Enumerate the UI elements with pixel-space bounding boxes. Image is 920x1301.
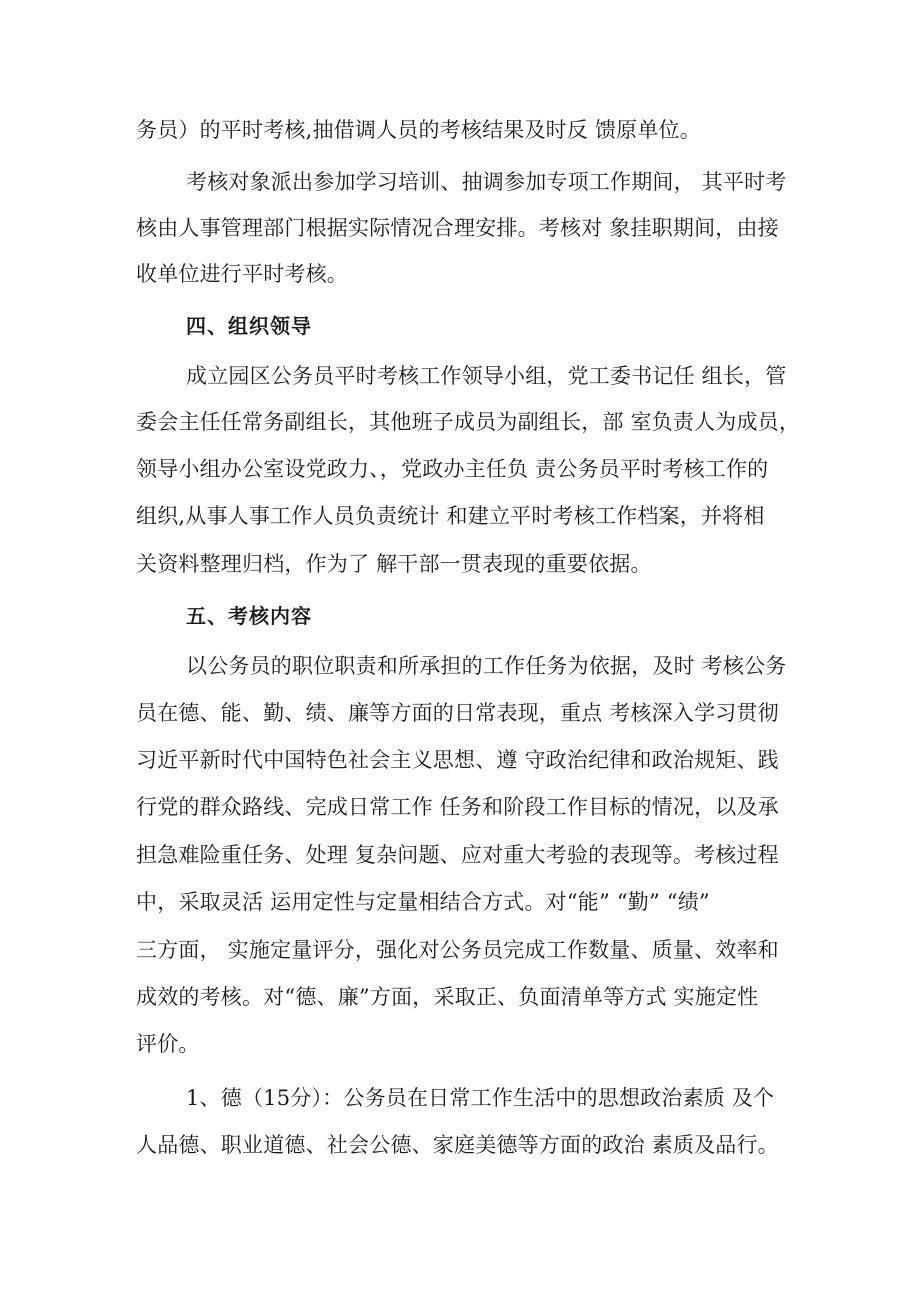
text-line: 三方面， 实施定量评分，强化对公务员完成工作数量、质量、效率和 bbox=[136, 938, 779, 962]
text-line: 组织,从事人事工作人员负责统计 和建立平时考核工作档案，并将相 bbox=[136, 504, 765, 528]
text-line: 收单位进行平时考核。 bbox=[136, 262, 348, 286]
text-line: 担急难险重任务、处理 复杂问题、应对重大考验的表现等。考核过程 bbox=[136, 843, 779, 867]
text-line: 领导小组办公室设党政力、，党政办主任负 责公务员平时考核工作的 bbox=[136, 457, 769, 481]
text-line: 习近平新时代中国特色社会主义思想、遵 守政治纪律和政治规矩、践 bbox=[136, 748, 779, 772]
text-line: 务员）的平时考核,抽借调人员的考核结果及时反 馈原单位。 bbox=[136, 118, 701, 142]
text-line: 员在德、能、勤、绩、廉等方面的日常表现，重点 考核深入学习贯彻 bbox=[136, 701, 779, 725]
text-line: 行党的群众路线、完成日常工作 任务和阶段工作目标的情况，以及承 bbox=[136, 795, 779, 819]
section-heading: 五、考核内容 bbox=[186, 604, 312, 628]
text-line: 成立园区公务员平时考核工作领导小组，党工委书记任 组长，管 bbox=[186, 364, 787, 388]
text-line: 人品德、职业道德、社会公德、家庭美德等方面的政治 素质及品行。 bbox=[136, 1133, 779, 1157]
text-line: 委会主任任常务副组长，其他班子成员为副组长，部 室负责人为成员， bbox=[136, 410, 801, 434]
text-line: 关资料整理归档，作为了 解干部一贯表现的重要依据。 bbox=[136, 552, 652, 576]
text-line: 评价。 bbox=[136, 1032, 200, 1056]
section-heading: 四、组织领导 bbox=[186, 314, 312, 338]
text-line: 以公务员的职位职责和所承担的工作任务为依据，及时 考核公务 bbox=[186, 654, 787, 678]
text-line: 考核对象派出参加学习培训、抽调参加专项工作期间， 其平时考 bbox=[186, 170, 787, 194]
text-line: 1、德（15分）：公务员在日常工作生活中的思想政治素质 及个 bbox=[186, 1086, 775, 1110]
text-line: 成效的考核。对“德、廉”方面，采取正、负面清单等方式 实施定性 bbox=[136, 985, 759, 1009]
text-line: 核由人事管理部门根据实际情况合理安排。考核对 象挂职期间，由接 bbox=[136, 216, 779, 240]
text-line: 中，采取灵活 运用定性与定量相结合方式。对“能” “勤” “绩” bbox=[136, 890, 710, 914]
